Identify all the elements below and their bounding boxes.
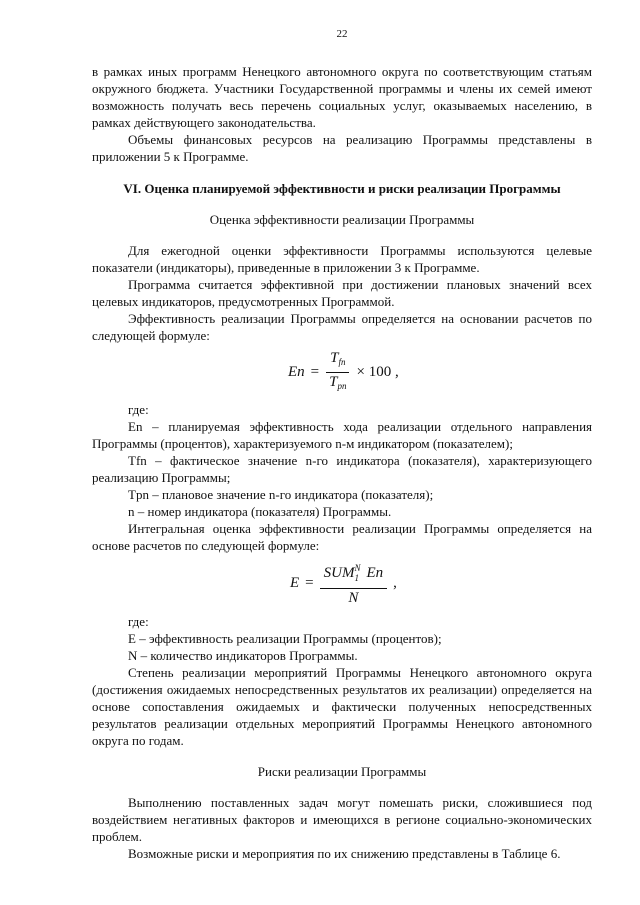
subheading-efficiency: Оценка эффективности реализации Программы xyxy=(209,212,475,227)
denominator-sub: pn xyxy=(337,381,347,391)
paragraph-degree: Степень реализации мероприятий Программы Ненецкого автономного округа (достижения ожидаемых непосредственных результатов их реализации) определяется на основе сопоставления ожидаемых и фактически полученных непосредственных результатов реализации отдельных мероприятий Программы Ненецкого автономного округа по годам. xyxy=(92,665,592,748)
formula-denominator xyxy=(325,373,350,395)
where-label-2: где: xyxy=(128,614,149,629)
paragraph-table-reference: Возможные риски и мероприятия по их снижению представлены в Таблице 6. xyxy=(128,846,561,861)
section-heading: VI. Оценка планируемой эффективности и риски реализации Программы xyxy=(123,181,561,196)
paragraph-effective-condition: Программа считается эффективной при достижении плановых значений всех целевых индикаторов, предусмотренных Программой. xyxy=(92,277,592,309)
paragraph-continuation: в рамках иных программ Ненецкого автономного округа по соответствующим статьям окружного бюджета. Участники Государственной программы и члены их семей имеют возможность получать весь перечень социальных услуг, оказываемых населению, в рамках действующего законодательства. xyxy=(92,64,592,130)
formula2-fraction xyxy=(320,560,388,607)
sum-term: En xyxy=(366,565,384,581)
definition-n: n – номер индикатора (показателя) Программы. xyxy=(128,504,392,519)
definition-n-count: N – количество индикаторов Программы. xyxy=(128,648,358,663)
sum-upper: N xyxy=(354,563,361,573)
subheading-risks: Риски реализации Программы xyxy=(257,764,427,779)
formula-multiplier: × 100 , xyxy=(356,364,399,380)
paragraph-formula-intro: Эффективность реализации Программы определяется на основании расчетов по следующей формуле: xyxy=(92,311,592,343)
numerator-sub: fn xyxy=(338,357,346,367)
page-number: 22 xyxy=(336,28,348,40)
definition-e: E – эффективность реализации Программы (процентов); xyxy=(128,631,442,646)
formula2-equals: = xyxy=(305,575,314,591)
formula-fraction xyxy=(325,350,350,395)
definition-en: En – планируемая эффективность хода реализации отдельного направления Программы (процентов), характеризуемого n-м индикатором (показателем); xyxy=(92,419,592,451)
formula-numerator xyxy=(326,350,349,373)
formula-equals: = xyxy=(310,364,320,380)
formula-efficiency xyxy=(92,350,592,395)
formula2-comma: , xyxy=(393,575,397,591)
numerator-var: T xyxy=(330,350,339,366)
sum-lower: 1 xyxy=(354,573,359,583)
formula2-numerator xyxy=(320,560,388,589)
paragraph-indicators: Для ежегодной оценки эффективности Программы используются целевые показатели (индикаторы), приведенные в приложении 3 к Программе. xyxy=(92,243,592,275)
denominator-var: T xyxy=(329,374,338,390)
document-page xyxy=(92,26,592,862)
formula2-denominator: N xyxy=(348,590,359,606)
paragraph-integral: Интегральная оценка эффективности реализации Программы определяется на основе расчетов по следующей формуле: xyxy=(92,521,592,553)
paragraph-financial-resources: Объемы финансовых ресурсов на реализацию Программы представлены в приложении 5 к Программе. xyxy=(92,132,592,164)
definition-tpn: Tpn – плановое значение n-го индикатора (показателя); xyxy=(128,487,434,502)
sum-symbol: SUM xyxy=(323,565,355,581)
where-label-1: где: xyxy=(128,402,149,417)
formula-lhs: En xyxy=(288,364,305,380)
paragraph-risks: Выполнению поставленных задач могут помешать риски, сложившиеся под воздействием негативных факторов и имеющихся в регионе социально-экономических проблем. xyxy=(92,795,592,844)
definition-tfn: Tfn – фактическое значение n-го индикатора (показателя), характеризующего реализацию Программы; xyxy=(92,453,592,485)
formula2-lhs: E xyxy=(290,575,300,591)
formula-integral xyxy=(92,560,592,607)
